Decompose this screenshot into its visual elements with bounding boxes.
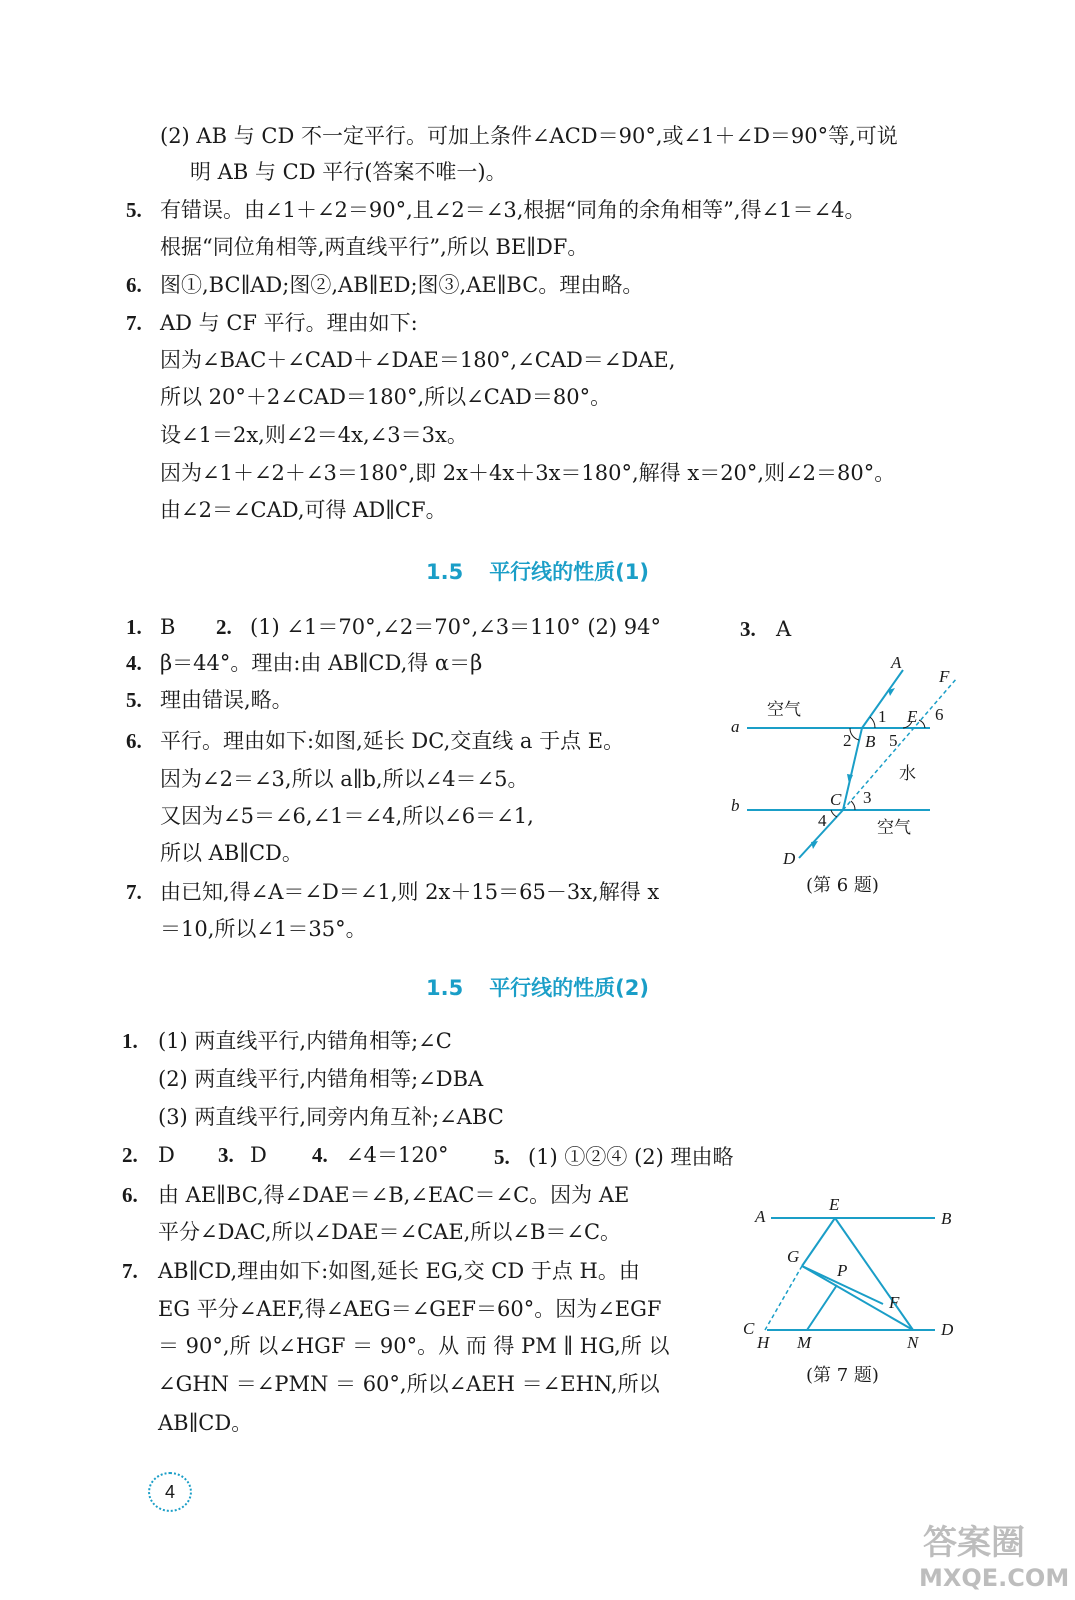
s2-q6-line2: 平分∠DAC,所以∠DAE＝∠CAE,所以∠B＝∠C。 [158, 1220, 622, 1244]
s2-q7-line3: ＝ 90°,所 以∠HGF ＝ 90°。从 而 得 PM ∥ HG,所 以 [158, 1334, 670, 1358]
dashed-GH [765, 1266, 802, 1330]
section1-title: 平行线的性质(1) [489, 560, 649, 584]
s2-q1-line1: (1) 两直线平行,内错角相等;∠C [158, 1029, 452, 1053]
s1-q6-line1: 平行。理由如下:如图,延长 DC,交直线 a 于点 E。 [160, 729, 625, 753]
s1-q5-answer: 理由错误,略。 [160, 688, 293, 712]
s2-q4-number: 4. [312, 1143, 328, 1167]
watermark-top: 答案圈 [923, 1523, 1025, 1563]
label-B: B [865, 732, 876, 751]
angle-6-arc [919, 720, 925, 728]
label-P: P [837, 1261, 848, 1280]
section2-title: 平行线的性质(2) [489, 976, 649, 1000]
watermark-bottom: MXQE.COM [919, 1564, 1070, 1592]
top-q5-number: 5. [126, 198, 142, 222]
s2-q5-answer: (1) ①②④ (2) 理由略 [528, 1145, 734, 1169]
label-N: N [907, 1333, 919, 1352]
s2-q6-line1: 由 AE∥BC,得∠DAE＝∠B,∠EAC＝∠C。因为 AE [158, 1183, 630, 1207]
label-B: B [941, 1209, 952, 1228]
label-E: E [829, 1195, 840, 1214]
figure-q7-caption: (第 7 题) [806, 1365, 879, 1386]
s1-q6-number: 6. [126, 729, 142, 753]
label-5: 5 [889, 731, 898, 750]
label-air-top: 空气 [767, 700, 801, 720]
s2-q5-number: 5. [494, 1145, 510, 1169]
watermark-logo [917, 1514, 1070, 1594]
s2-q1-number: 1. [122, 1029, 138, 1053]
s1-q1-answer: B [160, 615, 176, 639]
top-q7-number: 7. [126, 311, 142, 335]
label-6: 6 [935, 705, 944, 724]
label-2: 2 [843, 731, 852, 750]
s1-q6-line2: 因为∠2＝∠3,所以 a∥b,所以∠4＝∠5。 [160, 767, 529, 791]
figure-q6-caption: (第 6 题) [806, 875, 879, 896]
label-F: F [889, 1293, 900, 1312]
top-q7-line6: 由∠2＝∠CAD,可得 AD∥CF。 [160, 498, 447, 522]
label-D: D [783, 849, 796, 868]
top-q7-line3: 所以 20°＋2∠CAD＝180°,所以∠CAD＝80°。 [160, 385, 612, 409]
dashed-extension [843, 678, 957, 810]
section1-number: 1.5 [425, 560, 464, 584]
s2-q2-number: 2. [122, 1143, 138, 1167]
segment-EG [802, 1218, 835, 1266]
top-q7-line2: 因为∠BAC＋∠CAD＋∠DAE＝180°,∠CAD＝∠DAE, [160, 348, 676, 372]
s1-q2-answer: (1) ∠1＝70°,∠2＝70°,∠3＝110° (2) 94° [250, 615, 661, 639]
figure-q6 [725, 648, 975, 883]
s1-q1-number: 1. [126, 615, 142, 639]
s2-q1-line2: (2) 两直线平行,内错角相等;∠DBA [158, 1067, 484, 1091]
top-q7-line5: 因为∠1＋∠2＋∠3＝180°,即 2x＋4x＋3x＝180°,解得 x＝20°,则∠2＝80°。 [160, 461, 896, 485]
s1-q3-answer: A [776, 617, 792, 641]
angle-3-arc [851, 801, 855, 810]
s2-q7-line2: EG 平分∠AEF,得∠AEG＝∠GEF＝60°。因为∠EGF [158, 1297, 662, 1321]
figure-q7 [745, 1188, 975, 1358]
label-C: C [830, 790, 842, 809]
angle-4-arc [831, 810, 837, 817]
label-M: M [797, 1333, 812, 1352]
top-p2-line1: (2) AB 与 CD 不一定平行。可加上条件∠ACD＝90°,或∠1＋∠D＝90°等,可说 [160, 124, 898, 148]
s2-q3-answer: D [250, 1143, 267, 1167]
s1-q5-number: 5. [126, 688, 142, 712]
s1-q6-line3: 又因为∠5＝∠6,∠1＝∠4,所以∠6＝∠1, [160, 804, 534, 828]
s2-q7-line5: AB∥CD。 [158, 1411, 253, 1435]
section1-heading [0, 557, 1075, 587]
label-air-bottom: 空气 [877, 818, 911, 838]
label-C: C [743, 1319, 755, 1338]
s2-q7-line1: AB∥CD,理由如下:如图,延长 EG,交 CD 于点 H。由 [158, 1259, 640, 1283]
top-q5-line2: 根据“同位角相等,两直线平行”,所以 BE∥DF。 [160, 235, 589, 259]
s1-q4-number: 4. [126, 651, 142, 675]
top-q6-line: 图①,BC∥AD;图②,AB∥ED;图③,AE∥BC。理由略。 [160, 273, 644, 297]
angle-1-arc [870, 717, 875, 728]
top-q7-line1: AD 与 CF 平行。理由如下: [160, 311, 418, 335]
label-4: 4 [818, 811, 827, 830]
label-G: G [787, 1247, 800, 1266]
s2-q7-number: 7. [122, 1259, 138, 1283]
s1-q3-number: 3. [740, 617, 756, 641]
section2-number: 1.5 [425, 976, 464, 1000]
top-q7-line4: 设∠1＝2x,则∠2＝4x,∠3＝3x。 [160, 423, 468, 447]
label-A: A [755, 1207, 766, 1226]
s1-q6-line4: 所以 AB∥CD。 [160, 841, 303, 865]
top-q5-line1: 有错误。由∠1＋∠2＝90°,且∠2＝∠3,根据“同角的余角相等”,得∠1＝∠4。 [160, 198, 866, 222]
s1-q7-line1: 由已知,得∠A＝∠D＝∠1,则 2x＋15＝65－3x,解得 x [160, 880, 660, 904]
s1-q7-line2: ＝10,所以∠1＝35°。 [160, 917, 367, 941]
s2-q7-line4: ∠GHN ＝∠PMN ＝ 60°,所以∠AEH ＝∠EHN,所以 [158, 1372, 660, 1396]
label-a: a [731, 717, 740, 736]
s2-q4-answer: ∠4＝120° [346, 1143, 449, 1167]
watermark [917, 1514, 1070, 1594]
label-F: F [939, 667, 950, 686]
s2-q3-number: 3. [218, 1143, 234, 1167]
s2-q6-number: 6. [122, 1183, 138, 1207]
label-3: 3 [863, 788, 872, 807]
label-b: b [731, 796, 740, 815]
section2-heading [0, 973, 1075, 1003]
figure-q7-diagram [745, 1188, 975, 1358]
label-D: D [941, 1320, 954, 1339]
s1-q4-answer: β＝44°。理由:由 AB∥CD,得 α＝β [160, 651, 483, 675]
figure-q6-diagram [725, 648, 975, 883]
segment-PM [807, 1285, 837, 1330]
label-1: 1 [878, 707, 887, 726]
label-H: H [757, 1333, 770, 1352]
label-E: E [907, 707, 918, 726]
top-p2-line2: 明 AB 与 CD 平行(答案不唯一)。 [190, 160, 507, 184]
s2-q1-line3: (3) 两直线平行,同旁内角互补;∠ABC [158, 1105, 504, 1129]
arrow-c-d [811, 841, 818, 849]
page-number: 4 [148, 1472, 192, 1512]
s1-q2-number: 2. [216, 615, 232, 639]
s2-q2-answer: D [158, 1143, 175, 1167]
label-water: 水 [899, 764, 916, 784]
s1-q7-number: 7. [126, 880, 142, 904]
label-A: A [891, 653, 902, 672]
top-q6-number: 6. [126, 273, 142, 297]
